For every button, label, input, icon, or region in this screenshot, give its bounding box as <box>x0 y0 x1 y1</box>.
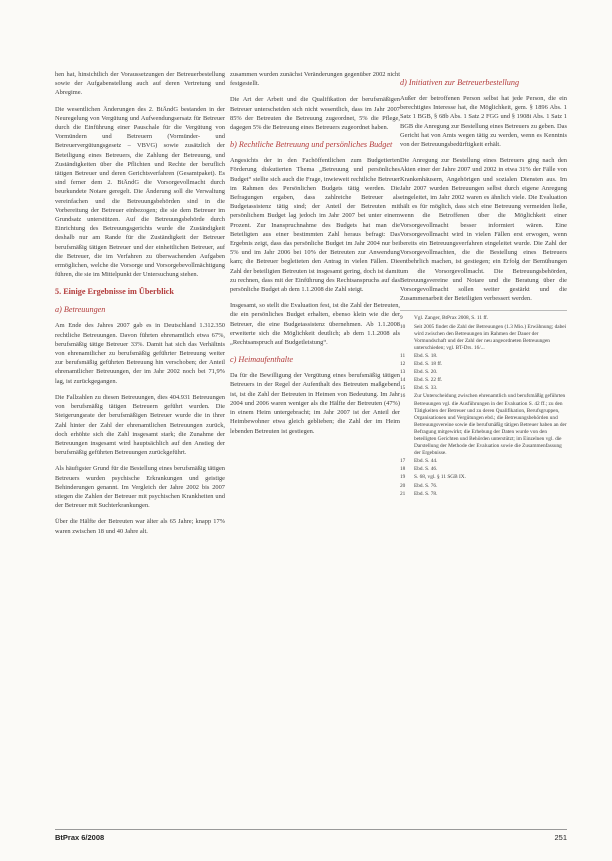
footnote-text: Ebd. S. 46. <box>414 466 438 473</box>
paragraph: Angesichts der in den Fachöffentlichen zum Budgetierten Förderung diskutierten Thema „Betreuung und persönliches Budget“ stellte sich auch die Frage, inwieweit rechtliche Betreuer im Rahmen des Persönlichen Budgets tätig werden. Die Befragungen ergaben, dass zahlreiche Betreuer als Budgetassistenz tätig sind; der Anteil der Betreuten mit persönlichem Budget lag jedoch im Jahr 2007 bei unter einem Prozent. Zur Inanspruchnahme des Budgets hat man die Beteiligten aus einer bestimmten Zahl heraus befragt: Das Ergebnis zeigt, dass das persönliche Budget im Jahr 2004 nur bei 5% und im Jahr 2006 bei 10% der Betreuten zur Anwendung kam; die Betreuer begleiteten den Antrag in vielen Fällen. Die Zahl der beteiligten Betreuten ist insgesamt gering, doch ist damit zu rechnen, dass mit der Einführung des Rechtsanspruchs auf das persönliche Budget ab dem 1.1.2008 die Zahl steigt. <box>230 157 400 294</box>
footnote-text: Ebd. S. 22 ff. <box>414 377 443 384</box>
footnote <box>400 393 567 457</box>
footnote <box>400 483 567 490</box>
subsection-heading: b) Rechtliche Betreuung und persönliches Budget <box>230 140 393 150</box>
footnote <box>400 377 567 384</box>
footnote-text: Vgl. Zanger, BtPrax 2008, S. 11 ff. <box>414 315 489 322</box>
footnote-text: Seit 2005 findet die Zahl der Betreuungen (1.3 Mio.) Erwähnung; dabei wird zwischen den Betreuungen im Rahmen der Dauer der Vormundschaft und der Zahl der neu angeordneten Betreuungen unterschieden; vgl. BT-Drs. 16/... <box>414 323 567 351</box>
footnote-number: 16 <box>400 393 406 400</box>
paragraph: Die Fallzahlen zu diesen Betreuungen, dies 404.931 Betreuungen von berufsmäßig tätigen Betreuern geführt wurden. Die Steigerungsrate der berufsmäßigen Betreuer wurde die in ihrer Zahl hinter der Zahl der ehrenamtlichen Betreuungen zurück, doch erhöhte sich die Zahl insgesamt stark; die Zunahme der Betreuungen insgesamt wird hauptsächlich auf den Anstieg der berufsmäßig geführten Betreuungen zurückgeführt. <box>55 393 225 457</box>
footnote-number: 18 <box>400 466 406 473</box>
paragraph: hen hat, hinsichtlich der Voraussetzungen der Betreuerbestellung sowie der Aufgabenstellung auch auf deren Vertretung und Abregime. <box>55 71 225 97</box>
footer-divider <box>55 829 567 830</box>
paragraph: Außer der betroffenen Person selbst hat jede Person, die ein berechtigtes Interesse hat, die Möglichkeit, gem. § 1896 Abs. 1 Satz 1 BGB, § 68b Abs. 1 Satz 2 FGG und § 1908i Abs. 1 Satz 1 BGB die Anregung zur Bestellung eines Betreuers zu geben. Das Gericht hat von Amts wegen tätig zu werden, wenn es Kenntnis von der Betreuungsbedürftigkeit erhält. <box>400 95 567 149</box>
footnote-number: 12 <box>400 361 406 368</box>
footnote <box>400 466 567 473</box>
footnotes <box>400 310 567 497</box>
footnote-number: 14 <box>400 377 406 384</box>
paragraph: Insgesamt, so stellt die Evaluation fest, ist die Zahl der Betreuten, die ein persönliches Budget erhalten, ebenso klein wie die der Betreuer, die eine Budgetassistenz übernehmen. Ab 1.1.2008 erweiterte sich die Möglichkeit deutlich; ab dem 1.1.2008 als „Rechtsanspruch auf Budgetleistung“. <box>230 302 400 347</box>
footnote-text: Ebd. S. 44. <box>414 458 438 465</box>
paragraph: Die wesentlichen Änderungen des 2. BtÄndG bestanden in der Neuregelung von Vergütung und Aufwendungsersatz für Betreuer durch die Einführung einer Pauschale für die Vergütung von Vormündern und Betreuern (Vormünder- und Betreuervergütungsgesetz – VBVG) sowie zusätzlich der Beteiligung eines Betreuers, die Zahlung der Betreuung, und Zuständigkeiten über die Pflichten und Rechte der beruflich tätigen Betreuer und deren Gerichtsverfahren (Gesamtpaket). Es sind ferner dem 2. BtÄndG die Vorsorgevollmacht durch beurkundete Notare geregelt. Die Änderung soll die Verwaltung vereinfachen und die Betreuungsbehörden sind in die Vorbereitung der Betreuer einbezogen; die sie dem Betreuer im Grundsatz unterstützen. Auf die Betreuungsbehörde durch Einrichtung des Betreuungsgerichts wurde die Zuständigkeit deshalb nur am Rande für die Zuständigkeit der Betreuer berufsmäßig tätigen Betreuer und der einheitlichen Betreuer, auf die Betreuer, die im Verfahren zu überwachenden Aufgaben ermöglichen, welche die Vorsorge und Vorsorgebevollmächtigung führen, die sie im Mittelpunkt der Untersuchung stehen. <box>55 105 225 279</box>
footnote-text: Ebd. S. 78. <box>414 490 438 497</box>
footnote-text: Ebd. S. 20. <box>414 369 438 376</box>
footnote <box>400 324 567 352</box>
footnote-text: Ebd. S. 76. <box>414 482 438 489</box>
footnote-number: 11 <box>400 352 406 359</box>
footnote-number: 9 <box>400 315 403 322</box>
paragraph: Am Ende des Jahres 2007 gab es in Deutschland 1.312.350 rechtliche Betreuungen. Davon führten ehrenamtlich etwa 67%, berufsmäßig tätige Betreuer 33%. Damit hat sich das Verhältnis von ehrenamtlicher zu berufsmäßig geführter Betreuung weiter zur berufsmäßig geführten Betreuung hin verschoben; der Anteil ehrenamtlicher Betreuungen, der im Jahr 2002 noch bei 71,9% lag, ist zurückgegangen. <box>55 322 225 385</box>
paragraph: Als häufigster Grund für die Bestellung eines berufsmäßig tätigen Betreuers wurden psychische Erkrankungen und geistige Behinderungen genannt. Im Vergleich der Jahre 2002 bis 2007 stiegen die Zahlen der Betreuer mit psychischen Krankheiten und der Betreuer mit Suchterkrankungen. <box>55 465 225 510</box>
footnote-text: Ebd. S. 18. <box>414 352 438 359</box>
footnote-number: 15 <box>400 385 406 392</box>
subsection-heading: c) Heimaufenthalte <box>230 355 293 365</box>
footnote <box>400 385 567 392</box>
footnote <box>400 458 567 465</box>
footnote-number: 17 <box>400 458 406 465</box>
footnote-text: Ebd. S. 33. <box>414 385 438 392</box>
paragraph: Über die Hälfte der Betreuten war älter als 65 Jahre; knapp 17% waren zwischen 18 und 40 Jahre alt. <box>55 518 225 535</box>
footnote-number: 10 <box>400 323 406 330</box>
paragraph: Da für die Bewilligung der Vergütung eines berufsmäßig tätigen Betreuers in der Regel der Aufenthalt des Betreuten maßgebend ist, ist die Zahl der Betreuten in Heimen von Bedeutung. Im Jahr 2004 und 2006 waren weniger als die Hälfte der Betreuten (47%) in einem Heim untergebracht; im Jahr 2007 ist der Anteil der Heimbewohner etwa gleich geblieben; die Zahl der im Heim lebenden Betreuten ist gestiegen. <box>230 372 400 435</box>
footnote-number: 19 <box>400 474 406 481</box>
footnote-number: 13 <box>400 369 406 376</box>
footnote <box>400 491 567 498</box>
text-column-right <box>400 70 567 499</box>
paragraph: Die Art der Arbeit und die Qualifikation der berufsmäßigen Betreuer unterscheiden sich nicht wesentlich, dass im Jahr 2007 85% der Betreuten die Betreuung zugeordnet, 5% die Pflege, dagegen 5% die Betreuung eines Betreuers zugeordnet haben. <box>230 96 400 132</box>
text-column-left <box>55 70 225 543</box>
page-number: 251 <box>554 833 567 842</box>
footnote-text: Ebd. S. 18 ff. <box>414 361 443 368</box>
footnote-text: S. 68, vgl. § 11 SGB IX. <box>414 474 466 481</box>
subsection-heading: a) Betreuungen <box>55 305 106 315</box>
text-column-middle <box>230 70 400 443</box>
footnote <box>400 353 567 360</box>
paragraph: Die Anregung zur Bestellung eines Betreuers ging nach den Akten einer der Jahre 2007 und 2002 in etwa 31% der Fälle von Krankenhäusern, Angehörigen und sozialen Diensten aus. Im Jahr 2007 wurden Betreuungen selbst durch eigene Anregung eingeleitet, im Jahr 2002 waren es ähnlich viele. Die Evaluation hält es für möglich, dass sich eine Betreuung vermeiden ließe, wenn die Betroffenen über die Möglichkeit einer Vorsorgevollmacht besser informiert wären. Eine Vorsorgevollmacht wird in vielen Fällen erst erwogen, wenn bereits ein Betreuungsverfahren eingeleitet wurde. Die Zahl der Vorsorgevollmachten, die die Bestellung eines Betreuers entbehrlich machen, ist gestiegen; ein Erfolg der Bemühungen um die Vorsorgevollmacht. Die Betreuungsbehörden, Betreuungsvereine und Notare und die Beratung über die Vorsorgevollmacht sollen weiter gestärkt und die Zusammenarbeit der Beteiligten verbessert werden. <box>400 157 567 303</box>
subsection-heading: d) Initiativen zur Betreuerbestellung <box>400 78 520 87</box>
section-heading: 5. Einige Ergebnisse im Überblick <box>55 287 174 297</box>
paragraph: zusammen wurden zunächst Veränderungen gegenüber 2002 nicht festgestellt. <box>230 71 400 88</box>
footnote-number: 21 <box>400 490 406 497</box>
journal-issue: BtPrax 6/2008 <box>55 833 105 842</box>
footnote-text: Zur Unterscheidung zwischen ehrenamtlich und berufsmäßig geführten Betreuungen vgl. die Ausführungen in der Evaluation S. 42 ff.; zu den Tätigkeiten der Betreuer und zu deren Qualifikation, Berufsgruppen, Organisationen und Vergütungen ebd.; die Betreuungsbehörden und Betreuungsvereine sowie die berufsmäßig tätigen Betreuer haben an der Befragung mitgewirkt; die Erhebung der Daten wurde von den beteiligten Gerichten und Behörden unterstützt; im Einzelnen vgl. die Darstellung der Methode der Evaluation sowie die Zusammenfassung der Ergebnisse. <box>414 393 567 457</box>
footnote-number: 20 <box>400 482 406 489</box>
footnote <box>400 369 567 376</box>
footnote <box>400 315 567 322</box>
footnote <box>400 474 567 481</box>
footnote <box>400 361 567 368</box>
